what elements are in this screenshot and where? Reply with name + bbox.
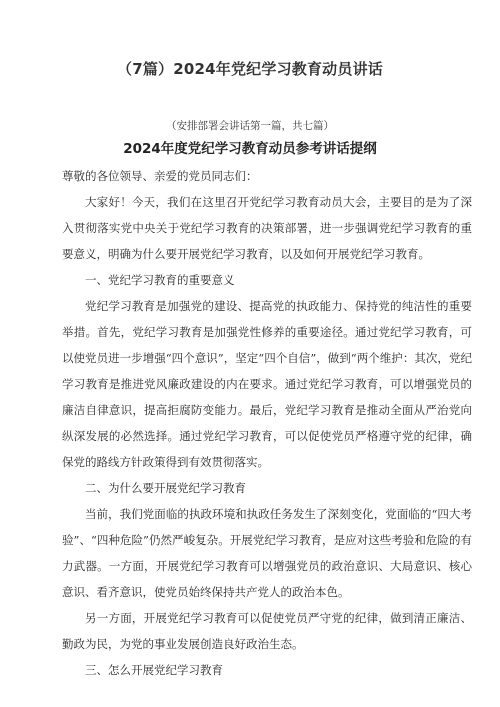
paragraph-significance: 党纪学习教育是加强党的建设、提高党的执政能力、保持党的纯洁性的重要举措。首先，党纪学习教育是加强党性修养的重要途径。通过党纪学习教育，可以使党员进一步增强“四个意识”，坚定“四个自信”，做到“两个维护：其次，党纪学习教育是推进党风廉政建设的内在要求。通过党纪学习教育，可以增强党员的廉洁自律意识，提高拒腐防变能力。最后，党纪学习教育是推动全面从严治党向纵深发展的必然选择。通过党纪学习教育，可以促使党员严格遵守党的纪律，确保党的路线方针政策得到有效贯彻落实。 [62, 299, 472, 469]
salutation: 尊敬的各位领导、亲爱的党员同志们： [62, 169, 258, 183]
document-title: （7篇）2024年党纪学习教育动员讲话 [117, 60, 383, 78]
paragraph-reasons: 当前，我们党面临的执政环境和执政任务发生了深刻变化，党面临的“四大考验”、“四种危险”仍然严峻复杂。开展党纪学习教育，是应对这些考验和危险的有力武器。一方面，开展党纪学习教育可以增强党员的政治意识、大局意识、核心意识、看齐意识，使党员始终保持共产党人的政治本色。 [62, 507, 472, 599]
paragraph-reasons-continued: 另一方面，开展党纪学习教育可以促使党员严守党的纪律，做到清正廉洁、勤政为民，为党的事业发展创造良好政治生态。 [62, 611, 472, 651]
section-heading-3: 三、怎么开展党纪学习教育 [85, 663, 223, 677]
section-heading-1: 一、党纪学习教育的重要意义 [85, 273, 235, 287]
document-subnote: （安排部署会讲话第一篇，共七篇） [166, 120, 334, 132]
speech-title: 2024年度党纪学习教育动员参考讲话提纲 [123, 141, 377, 157]
document-body [62, 163, 472, 683]
paragraph-opening: 大家好！今天，我们在这里召开党纪学习教育动员大会，主要目的是为了深入贯彻落实党中央关于党纪学习教育的决策部署，进一步强调党纪学习教育的重要意义，明确为什么要开展党纪学习教育，以及如何开展党纪学习教育。 [62, 195, 472, 261]
section-heading-2: 二、为什么要开展党纪学习教育 [85, 481, 246, 495]
